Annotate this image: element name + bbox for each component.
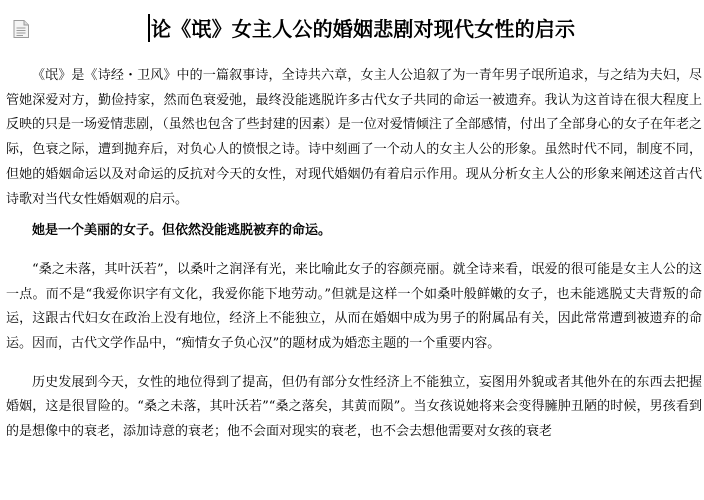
- paragraph-beauty: “桑之未落，其叶沃若”，以桑叶之润泽有光，来比喻此女子的容颜亮丽。就全诗来看，氓爱的很可能是女主人公的这一点。而不是“我爱你识字有文化，我爱你能下地劳动。”但就是这样一个如桑叶般鲜嫩的女子，也未能逃脱丈夫背叛的命运，这跟古代妇女在政治上没有地位，经济上不能独立，从而在婚姻中成为男子的附属品有关，因此常常遭到被遗弃的命运。因而，古代文学作品中，“痴情女子负心汉”的题材成为婚恋主题的一个重要内容。: [6, 261, 702, 352]
- section-heading: 她是一个美丽的女子。但依然没能逃脱被弃的命运。: [32, 223, 332, 239]
- document-title: 论《氓》女主人公的婚姻悲剧对现代女性的启示: [151, 17, 576, 41]
- paragraph-intro: 《氓》是《诗经・卫风》中的一篇叙事诗，全诗共六章，女主人公追叙了为一青年男子氓所追求，与之结为夫妇，尽管她深爱对方，勤俭持家，然而色衰爱弛，最终没能逃脱许多古代女子共同的命运一被遗弃。我认为这首诗在很大程度上反映的只是一场爱情悲剧，（虽然也包含了些封建的因素）是一位对爱情倾注了全部感情，付出了全部身心的女子在年老之际，色衰之际，遭到抛弃后，对负心人的愤恨之诗。诗中刻画了一个动人的女主人公的形象。虽然时代不同，制度不同，但她的婚姻命运以及对命运的反抗对今天的女性，对现代婚姻仍有着启示作用。现从分析女主人公的形象来阐述这首古代诗歌对当代女性婚姻观的启示。: [6, 68, 702, 207]
- document-body: [6, 64, 702, 445]
- document-page-icon: [13, 20, 29, 38]
- paragraph-modern: 历史发展到今天，女性的地位得到了提高，但仍有部分女性经济上不能独立，妄图用外貌或者其他外在的东西去把握婚姻，这是很冒险的。“桑之未落，其叶沃若”“桑之落矣，其黄而陨”。当女孩说她将来会变得臃肿丑陋的时候，男孩看到的是想像中的衰老，添加诗意的衰老；他不会面对现实的衰老，也不会去想他需要对女孩的衰老: [6, 374, 702, 440]
- text-cursor: [148, 14, 150, 42]
